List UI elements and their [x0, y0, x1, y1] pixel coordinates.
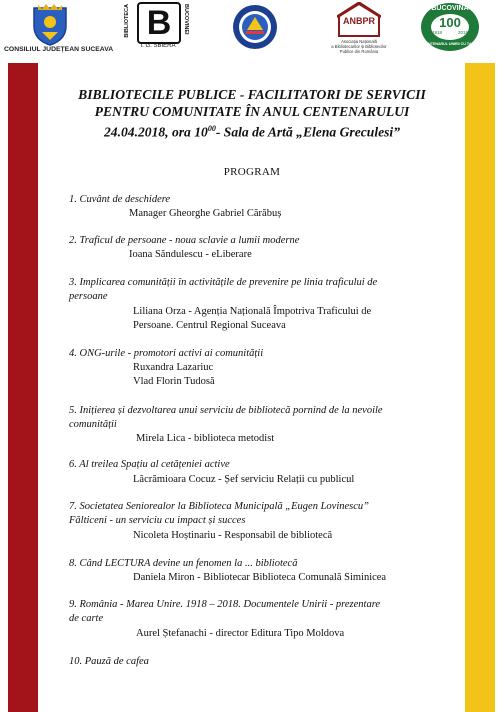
program-heading: PROGRAM — [223, 166, 281, 178]
logo-row — [0, 0, 500, 58]
program-item-3-speaker-line-2: Persoane. Centrul Regional Suceava — [133, 320, 286, 331]
anbpr-logo — [323, 2, 403, 58]
event-location: - Sala de Artă „Elena Greculesi” — [215, 124, 400, 140]
program-item-4-speaker-1: Ruxandra Lazariuc — [133, 362, 214, 373]
program-item-8-title: 8. Când LECTURA devine un fenomen la ... bibliotecă — [69, 558, 298, 569]
program-item-3-speaker-line-1: Liliana Orza - Agenția Națională Împotriva Traficului de — [133, 306, 372, 317]
library-sub: I. G. SBIERA — [140, 43, 176, 49]
program-item-7-speaker: Nicoleta Hoștinariu - Responsabil de bibliotecă — [133, 530, 333, 541]
bucovina-bottom: CENTENARUL UNIRII CU ȚARA — [423, 42, 477, 46]
anbpr-caption-line: Asociația Națională — [341, 39, 377, 44]
event-date-time: 24.04.2018, ora 10 — [103, 124, 208, 140]
program-item-8-speaker: Daniela Miron - Bibliotecar Biblioteca Comunală Siminicea — [133, 572, 387, 583]
bucovina-year-right: 2018 — [458, 30, 469, 35]
bucovina-library-logo — [120, 0, 198, 52]
program-item-7-title-line-2: Fălticeni - un serviciu cu impact și succes — [69, 515, 246, 526]
program-item-7-title-line-1: 7. Societatea Seniorealor la Biblioteca Municipală „Eugen Lovinescu” — [69, 501, 369, 512]
program-item-9-title-line-1: 9. România - Marea Unire. 1918 – 2018. Documentele Unirii - prezentare — [69, 599, 381, 610]
emblem-logo — [231, 3, 279, 51]
bucovina-year-left: 1918 — [432, 30, 443, 35]
program-item-5-speaker: Mirela Lica - biblioteca metodist — [136, 433, 275, 444]
anbpr-caption-line: Publice din România — [339, 49, 379, 54]
library-name-right: BUCOVINEI — [183, 4, 189, 35]
bucovina-number: 100 — [439, 15, 461, 30]
anbpr-acronym: ANBPR — [342, 16, 375, 26]
event-title-line-2: PENTRU COMUNITATE ÎN ANUL CENTENARULUI — [94, 104, 410, 119]
yellow-side-band — [465, 63, 495, 712]
event-date-location — [42, 120, 462, 141]
program-item-9-speaker: Aurel Ștefanachi - director Editura Tipo Moldova — [136, 628, 345, 639]
program-item-5-title-line-1: 5. Inițierea și dezvoltarea unui serviciu de bibliotecă pornind de la nevoile — [69, 405, 383, 416]
program-item-4-title: 4. ONG-urile - promotori activi ai comunității — [69, 348, 264, 359]
library-name-left: BIBLIOTECA — [124, 4, 130, 38]
red-side-band — [8, 63, 38, 712]
county-coat-of-arms-logo — [30, 2, 70, 46]
bucovina-top: BUCOVINA — [431, 5, 469, 12]
program-item-2-speaker: Ioana Săndulescu - eLiberare — [129, 249, 252, 260]
program-item-5-title-line-2: comunității — [69, 419, 117, 430]
program-item-6-speaker: Lăcrămioara Cocuz - Șef serviciu Relații cu publicul — [133, 474, 355, 485]
program-item-1-title: 1. Cuvânt de deschidere — [69, 194, 171, 205]
program-item-2-title: 2. Traficul de persoane - noua sclavie a lumii moderne — [69, 235, 300, 246]
bucovina-100-logo — [420, 2, 480, 52]
event-time-minutes: 00 — [207, 124, 216, 133]
program-item-6-title: 6. Al treilea Spațiu al cetățeniei active — [69, 459, 230, 470]
library-letter: B — [137, 2, 181, 44]
program-item-10-title: 10. Pauză de cafea — [69, 656, 149, 667]
event-title-line-1: BIBLIOTECILE PUBLICE - FACILITATORI DE SERVICII — [78, 87, 426, 102]
county-caption: CONSILIUL JUDEȚEAN SUCEAVA — [4, 46, 114, 53]
program-item-3-title-line-2: persoane — [69, 291, 108, 302]
program-item-9-title-line-2: de carte — [69, 613, 104, 624]
anbpr-caption-line: a Bibliotecarilor și Bibliotecilor — [331, 44, 387, 49]
program-item-1-speaker: Manager Gheorghe Gabriel Cărăbuș — [129, 208, 282, 219]
program-item-3-title-line-1: 3. Implicarea comunității în activitățile de prevenire pe linia traficului de — [69, 277, 378, 288]
anbpr-caption — [319, 39, 399, 54]
program-item-4-speaker-2: Vlad Florin Tudosă — [133, 376, 215, 387]
